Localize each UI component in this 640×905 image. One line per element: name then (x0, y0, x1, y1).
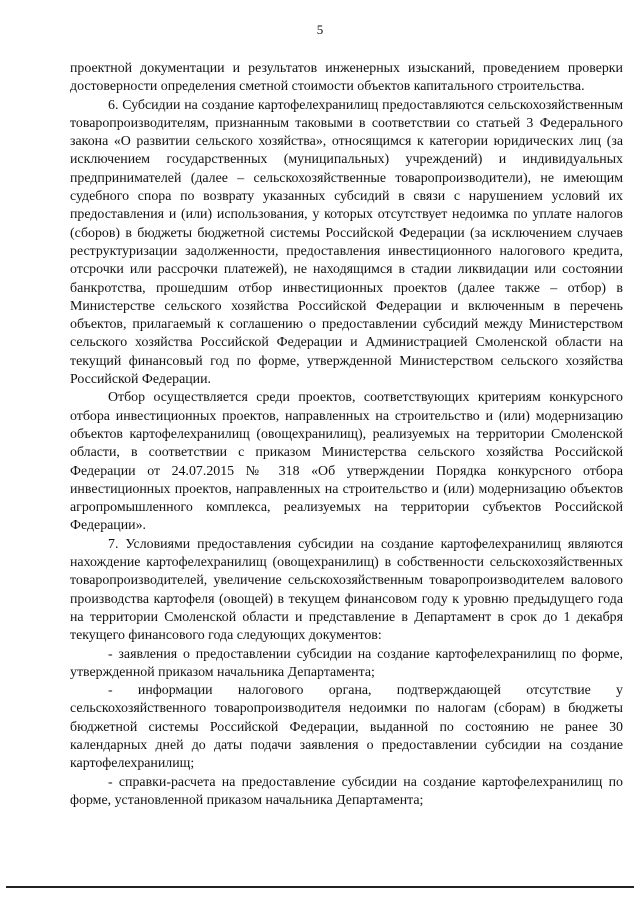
page-number: 5 (316, 22, 324, 37)
paragraph-item-6: 6. Субсидии на создание картофелехранилищ предоставляются сельскохозяйственным товаропроизводителям, признанным таковыми в соответствии со статьей 3 Федерального закона «О развитии сельского хозяйства», относящимся к категории юридических лиц (за исключением государственных (муниципальных) учреждений) и индивидуальных предпринимателей (далее – сельскохозяйственные товаропроизводители), не имеющим судебного спора по возврату указанных субсидий в связи с нарушением условий их предоставления и (или) использования, у которых отсутствует недоимка по уплате налогов (сборов) в бюджеты бюджетной системы Российской Федерации (за исключением случаев реструктуризации задолженности, предоставления инвестиционного налогового кредита, отсрочки или рассрочки платежей), не находящимся в стадии ликвидации или состоянии банкротства, прошедшим отбор инвестиционных проектов (далее также – отбор) в Министерстве сельского хозяйства Российской Федерации и включенным в перечень объектов, прилагаемый к соглашению о предоставлении субсидий между Министерством сельского хозяйства Российской Федерации и Администрацией Смоленской области на текущий финансовый год по форме, утвержденной Министерством сельского хозяйства Российской Федерации. (70, 97, 623, 388)
paragraph-continuation: проектной документации и результатов инженерных изысканий, проведением проверки достоверности определения сметной стоимости объектов капитального строительства. (70, 61, 623, 95)
scan-edge-line (6, 886, 634, 888)
document-body (70, 60, 623, 810)
paragraph-selection: Отбор осуществляется среди проектов, соответствующих критериям конкурсного отбора инвестиционных проектов, направленных на строительство и (или) модернизацию объектов картофелехранилищ (овощехранилищ), реализуемых на территории Смоленской области, в соответствии с приказом Министерства сельского хозяйства Российской Федерации от 24.07.2015 № 318 «Об утверждении Порядка конкурсного отбора инвестиционных проектов, направленных на строительство и (или) модернизацию объектов агропромышленного комплекса, реализуемых на территории субъектов Российской Федерации». (70, 390, 623, 534)
list-item-application: - заявления о предоставлении субсидии на создание картофелехранилищ по форме, утвержденной приказом начальника Департамента; (70, 646, 623, 680)
list-item-calculation: - справки-расчета на предоставление субсидии на создание картофелехранилищ по форме, установленной приказом начальника Департамента; (70, 774, 623, 808)
list-item-tax-info: - информации налогового органа, подтверждающей отсутствие у сельскохозяйственного товаропроизводителя недоимки по налогам (сборам) в бюджеты бюджетной системы Российской Федерации, выданной по состоянию не ранее 30 календарных дней до даты подачи заявления о предоставлении субсидии на создание картофелехранилищ; (70, 683, 623, 772)
paragraph-item-7: 7. Условиями предоставления субсидии на создание картофелехранилищ являются нахождение картофелехранилищ (овощехранилищ) в собственности сельскохозяйственных товаропроизводителей, увеличение сельскохозяйственным товаропроизводителем валового производства картофеля (овощей) в текущем финансовом году к уровню предыдущего года на территории Смоленской области и представление в Департамент в срок до 1 декабря текущего финансового года следующих документов: (70, 536, 623, 644)
